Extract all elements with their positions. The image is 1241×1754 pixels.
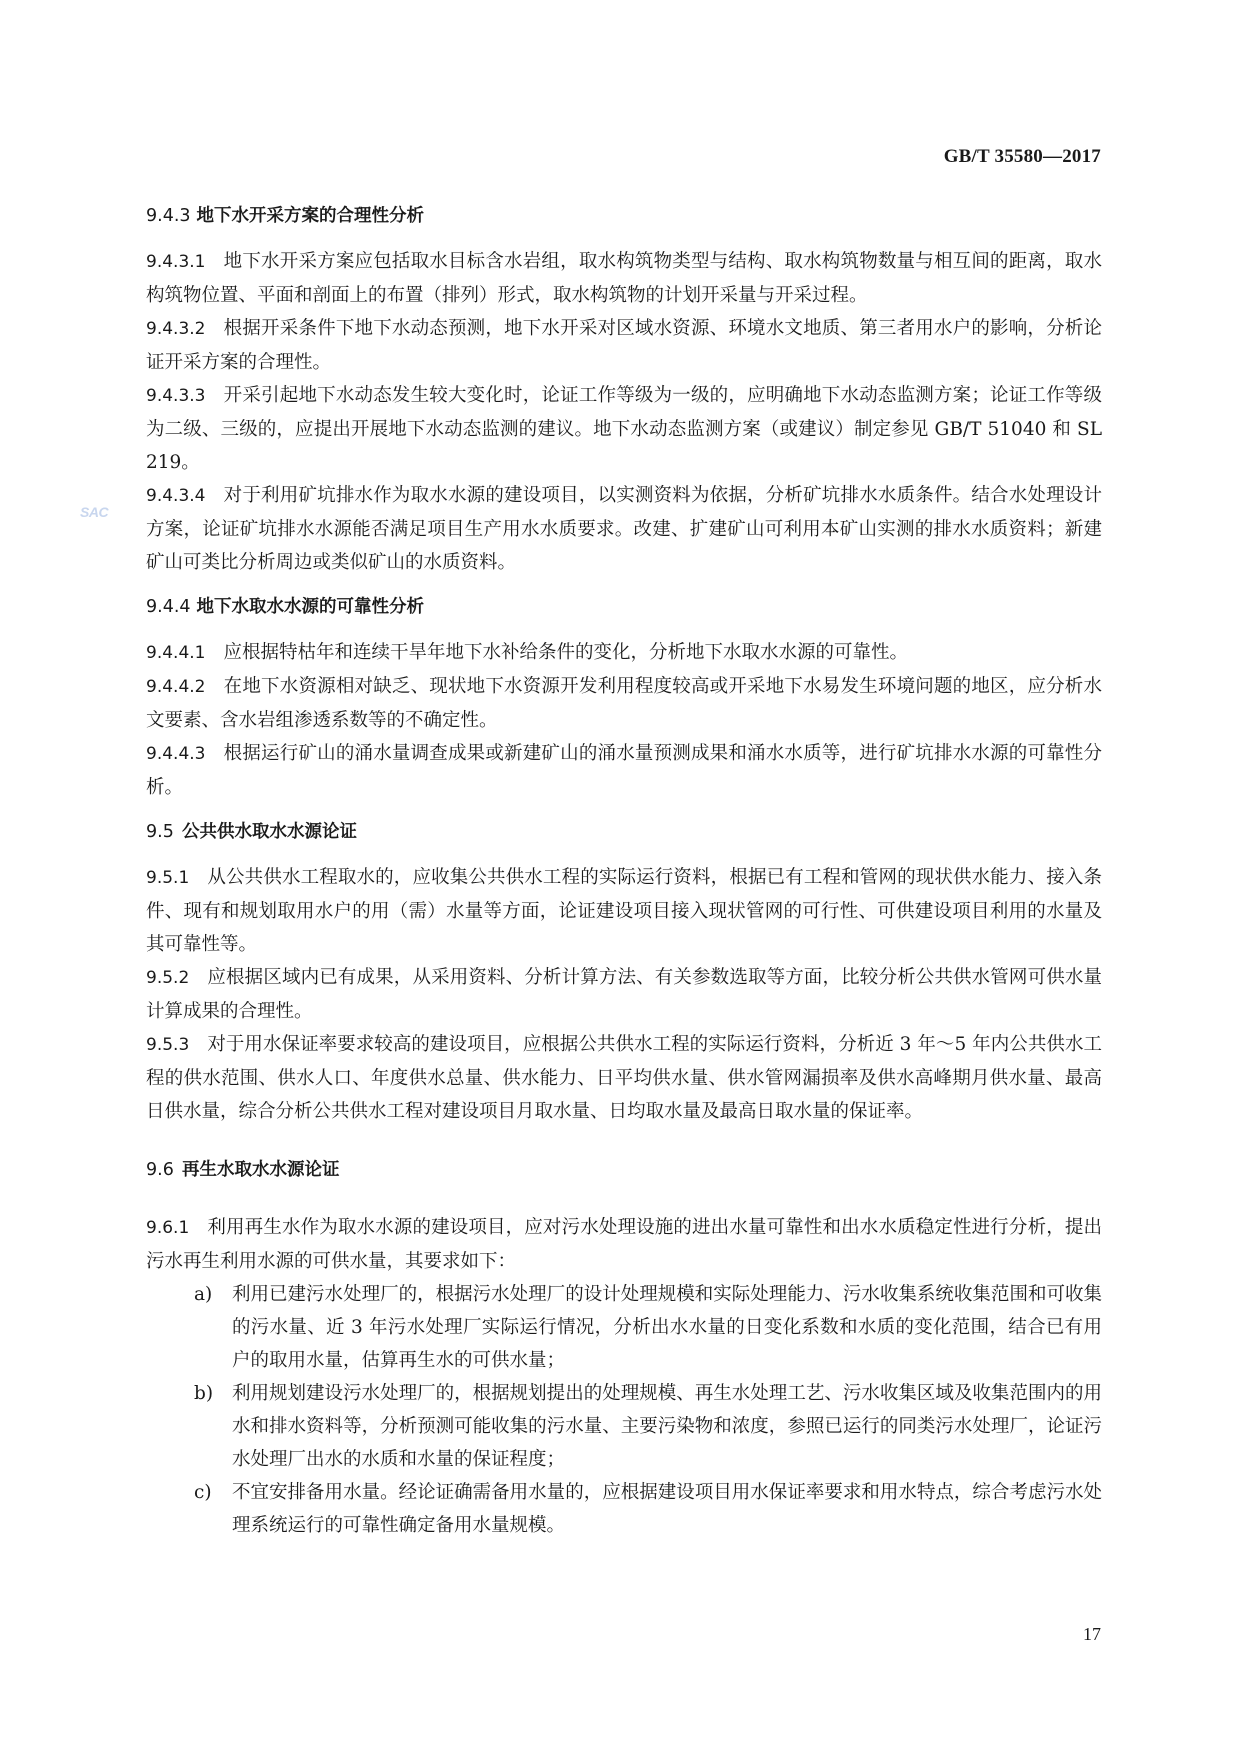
clause-text: 开采引起地下水动态发生较大变化时，论证工作等级为一级的，应明确地下水动态监测方案；论证工作等级为二级、三级的，应提出开展地下水动态监测的建议。地下水动态监测方案（或建议）制定参见 GB/T 51040 和 SL 219。 bbox=[146, 385, 1102, 473]
clause-text: 应根据特枯年和连续干旱年地下水补给条件的变化，分析地下水取水水源的可靠性。 bbox=[223, 642, 908, 663]
section-number: 9.4.4 bbox=[146, 597, 191, 617]
section-number: 9.6 bbox=[146, 1160, 174, 1180]
clause-9-5-1 bbox=[146, 861, 1102, 961]
section-number: 9.4.3 bbox=[146, 206, 191, 226]
clause-number: 9.6.1 bbox=[146, 1218, 190, 1238]
section-heading-9-6 bbox=[146, 1154, 1102, 1187]
document-body bbox=[146, 200, 1102, 1542]
clause-9-4-4-2 bbox=[146, 670, 1102, 737]
section-heading-9-5 bbox=[146, 816, 1102, 849]
clause-number: 9.4.3.2 bbox=[146, 319, 206, 339]
section-title: 地下水取水水源的可靠性分析 bbox=[196, 597, 425, 617]
standard-code: GB/T 35580—2017 bbox=[943, 146, 1101, 167]
clause-9-5-2 bbox=[146, 961, 1102, 1028]
list-text: 利用规划建设污水处理厂的，根据规划提出的处理规模、再生水处理工艺、污水收集区域及收集范围内的用水和排水资料等，分析预测可能收集的污水量、主要污染物和浓度，参照已运行的同类污水处理厂，论证污水处理厂出水的水质和水量的保证程度； bbox=[232, 1383, 1102, 1470]
clause-text: 根据开采条件下地下水动态预测，地下水开采对区域水资源、环境水文地质、第三者用水户的影响，分析论证开采方案的合理性。 bbox=[146, 318, 1102, 373]
clause-number: 9.5.3 bbox=[146, 1035, 190, 1055]
clause-9-4-3-1 bbox=[146, 245, 1102, 312]
list-text: 利用已建污水处理厂的，根据污水处理厂的设计处理规模和实际处理能力、污水收集系统收集范围和可收集的污水量、近 3 年污水处理厂实际运行情况，分析出水水量的日变化系数和水质的变化范围，结合已有用户的取用水量，估算再生水的可供水量； bbox=[232, 1284, 1102, 1371]
clause-number: 9.4.3.1 bbox=[146, 252, 206, 272]
clause-text: 地下水开采方案应包括取水目标含水岩组，取水构筑物类型与结构、取水构筑物数量与相互间的距离，取水构筑物位置、平面和剖面上的布置（排列）形式，取水构筑物的计划开采量与开采过程。 bbox=[146, 251, 1102, 306]
clause-text: 在地下水资源相对缺乏、现状地下水资源开发利用程度较高或开采地下水易发生环境问题的地区，应分析水文要素、含水岩组渗透系数等的不确定性。 bbox=[146, 676, 1102, 731]
section-number: 9.5 bbox=[146, 822, 174, 842]
clause-text: 从公共供水工程取水的，应收集公共供水工程的实际运行资料，根据已有工程和管网的现状供水能力、接入条件、现有和规划取用水户的用（需）水量等方面，论证建设项目接入现状管网的可行性、可供建设项目利用的水量及其可靠性等。 bbox=[146, 867, 1102, 955]
list-marker: b) bbox=[194, 1383, 214, 1404]
list-item-c bbox=[146, 1476, 1102, 1542]
section-heading-9-4-3 bbox=[146, 200, 1102, 233]
clause-number: 9.4.4.3 bbox=[146, 744, 206, 764]
section-title: 公共供水取水水源论证 bbox=[182, 822, 357, 842]
list-item-b bbox=[146, 1377, 1102, 1476]
clause-9-4-4-3 bbox=[146, 737, 1102, 804]
list-item-a bbox=[146, 1278, 1102, 1377]
section-title: 地下水开采方案的合理性分析 bbox=[196, 206, 425, 226]
clause-number: 9.4.3.3 bbox=[146, 386, 206, 406]
page-number: 17 bbox=[1083, 1624, 1101, 1644]
clause-9-5-3 bbox=[146, 1028, 1102, 1128]
section-title: 再生水取水水源论证 bbox=[182, 1160, 340, 1180]
clause-number: 9.5.2 bbox=[146, 968, 190, 988]
clause-text: 对于利用矿坑排水作为取水水源的建设项目，以实测资料为依据，分析矿坑排水水质条件。结合水处理设计方案，论证矿坑排水水源能否满足项目生产用水水质要求。改建、扩建矿山可利用本矿山实测的排水水质资料；新建矿山可类比分析周边或类似矿山的水质资料。 bbox=[146, 485, 1102, 573]
list-marker: a) bbox=[194, 1284, 213, 1305]
clause-number: 9.4.3.4 bbox=[146, 486, 206, 506]
list-text: 不宜安排备用水量。经论证确需备用水量的，应根据建设项目用水保证率要求和用水特点，综合考虑污水处理系统运行的可靠性确定备用水量规模。 bbox=[232, 1482, 1102, 1536]
clause-number: 9.4.4.1 bbox=[146, 643, 206, 663]
clause-9-4-3-2 bbox=[146, 312, 1102, 379]
clause-text: 对于用水保证率要求较高的建设项目，应根据公共供水工程的实际运行资料，分析近 3 年～5 年内公共供水工程的供水范围、供水人口、年度供水总量、供水能力、日平均供水量、供水管网漏损率及供水高峰期月供水量、最高日供水量，综合分析公共供水工程对建设项目月取水量、日均取水量及最高日取水量的保证率。 bbox=[146, 1034, 1102, 1122]
clause-text: 根据运行矿山的涌水量调查成果或新建矿山的涌水量预测成果和涌水水质等，进行矿坑排水水源的可靠性分析。 bbox=[146, 743, 1102, 798]
list-marker: c) bbox=[194, 1482, 212, 1503]
section-heading-9-4-4 bbox=[146, 591, 1102, 624]
clause-number: 9.5.1 bbox=[146, 868, 190, 888]
clause-text: 利用再生水作为取水水源的建设项目，应对污水处理设施的进出水量可靠性和出水水质稳定性进行分析，提出污水再生利用水源的可供水量，其要求如下： bbox=[146, 1217, 1102, 1272]
sac-watermark-logo: SAC bbox=[80, 504, 109, 520]
clause-9-4-4-1 bbox=[146, 636, 1102, 670]
clause-text: 应根据区域内已有成果，从采用资料、分析计算方法、有关参数选取等方面，比较分析公共供水管网可供水量计算成果的合理性。 bbox=[146, 967, 1102, 1022]
clause-number: 9.4.4.2 bbox=[146, 677, 206, 697]
clause-9-6-1 bbox=[146, 1211, 1102, 1278]
clause-9-4-3-4 bbox=[146, 479, 1102, 579]
clause-9-4-3-3 bbox=[146, 379, 1102, 479]
